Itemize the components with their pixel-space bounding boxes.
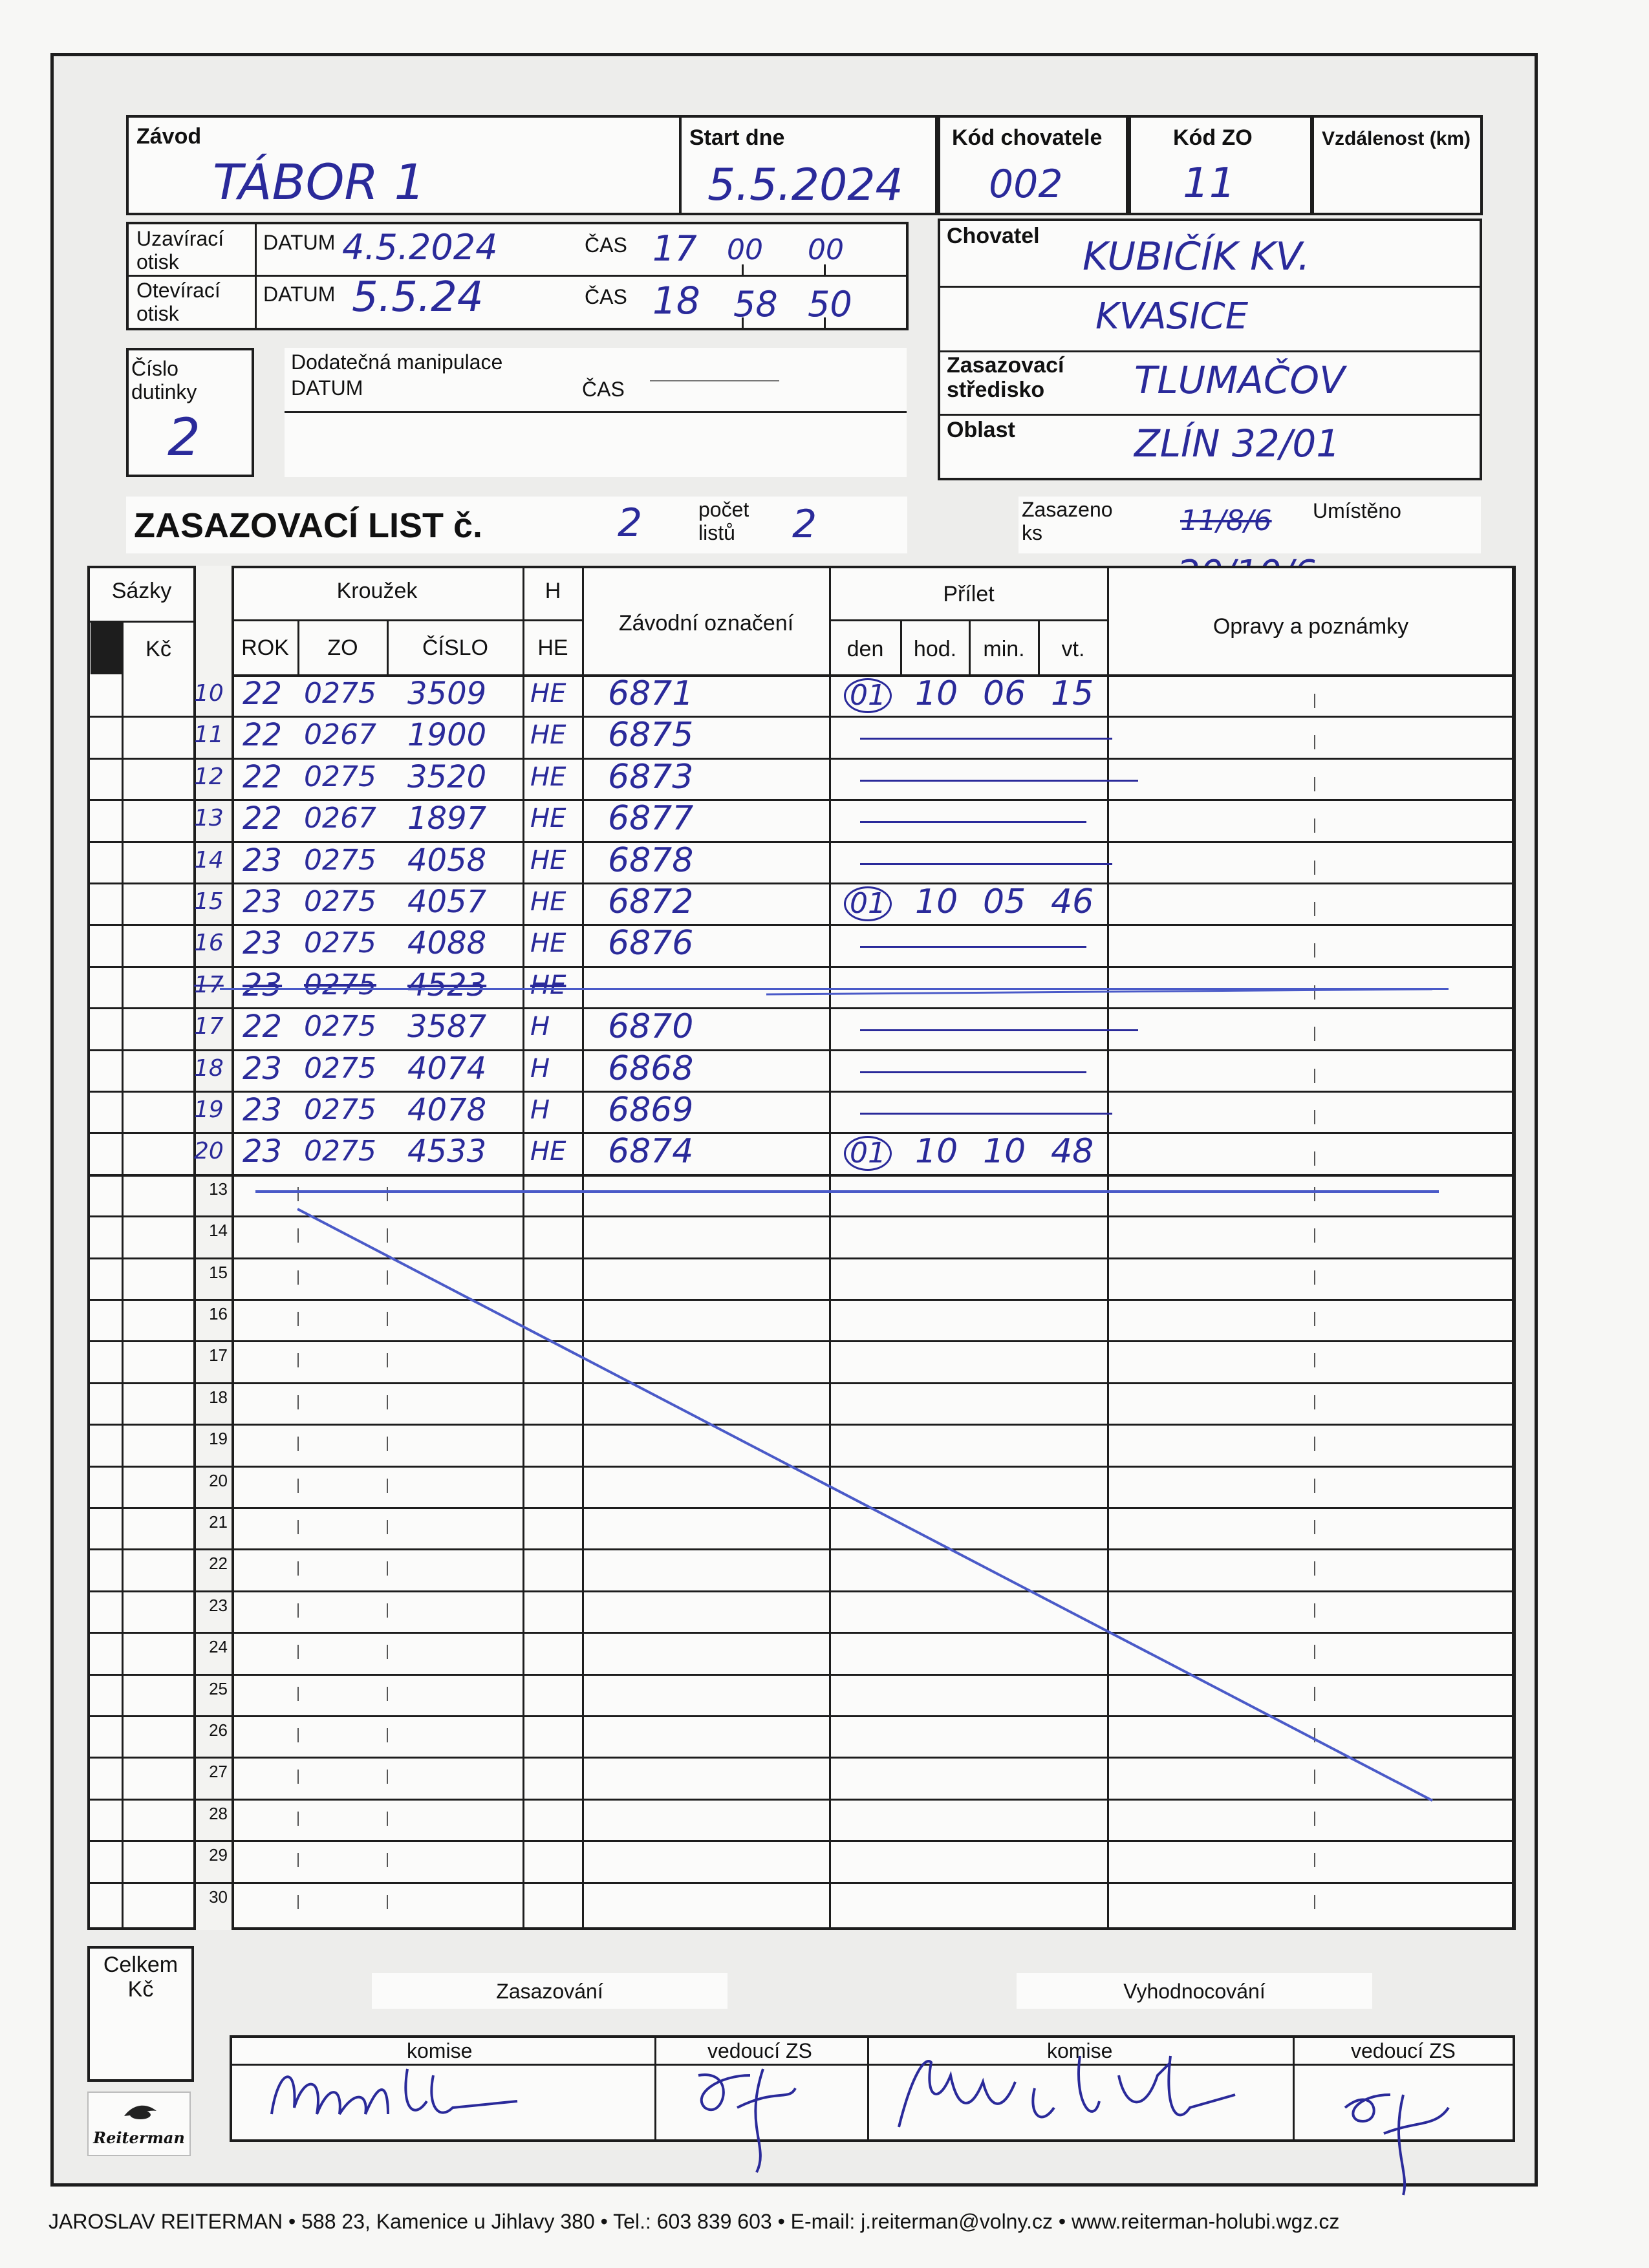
ring-zo: 0275	[304, 844, 376, 877]
ring-cislo: 3520	[407, 759, 487, 795]
ring-rok: 22	[242, 717, 283, 753]
uzaviraci-cas-min[interactable]: 00	[727, 233, 763, 266]
prilet-min: 05	[983, 883, 1026, 921]
footer-text: JAROSLAV REITERMAN • 588 23, Kamenice u Jihlavy 380 • Tel.: 603 839 603 • E-mail: j.reiterman@volny.cz • www.reiterman-holubi.wgz.cz	[48, 2210, 1340, 2233]
row-number: 17	[194, 972, 224, 998]
row-number: 14	[209, 1221, 228, 1240]
row-number: 24	[209, 1637, 228, 1656]
vt-header: vt.	[1061, 637, 1085, 661]
row-number: 15	[194, 888, 224, 915]
signature-vedouci-1	[679, 2049, 834, 2179]
zavodni-value: 6876	[608, 924, 694, 963]
ring-cislo: 4523	[407, 967, 487, 1003]
zavodni-value: 6878	[608, 841, 694, 880]
prilet-vt: 15	[1051, 674, 1094, 713]
row-number: 19	[194, 1097, 224, 1123]
ring-zo: 0275	[304, 760, 376, 793]
zavodni-value: 6870	[608, 1007, 694, 1046]
oteviraci-cas-min[interactable]: 58	[733, 284, 778, 325]
uzaviraci-cas-label: ČAS	[585, 233, 627, 257]
ring-rok: 23	[242, 1051, 283, 1087]
row-number: 26	[209, 1720, 228, 1740]
h-value: HE	[530, 720, 566, 750]
zavodni-value: 6873	[608, 758, 694, 797]
row-number: 18	[194, 1055, 224, 1082]
signature-komise-1	[259, 2049, 530, 2140]
zavodni-value: 6871	[608, 674, 694, 713]
stredisko-label: Zasazovací středisko	[947, 353, 1064, 402]
zavodni-value: 6872	[608, 883, 694, 921]
vedouci2-label: vedoucí ZS	[1351, 2039, 1456, 2062]
pocet-listu-value[interactable]: 2	[792, 502, 817, 547]
den-header: den	[846, 637, 884, 661]
vzdalenost-label: Vzdálenost (km)	[1322, 128, 1471, 149]
h-value: HE	[530, 928, 566, 958]
vedouci-label: vedoucí ZS	[707, 2039, 812, 2062]
rok-header: ROK	[241, 636, 289, 660]
prilet-header: Přílet	[943, 582, 995, 606]
start-value: 5.5.2024	[707, 160, 903, 211]
zavodni-header: Závodní označení	[618, 611, 794, 636]
ring-cislo: 4057	[407, 884, 487, 920]
dodatecna-datum-label: DATUM	[291, 376, 363, 400]
uzaviraci-datum-label: DATUM	[263, 231, 336, 254]
prilet-hod: 10	[915, 1132, 958, 1171]
prilet-den: 01	[844, 1136, 892, 1171]
zo-header: ZO	[327, 636, 358, 660]
row-number: 19	[209, 1429, 228, 1448]
zasazeno-struck: 11/8/6	[1180, 504, 1272, 537]
zavod-value: TÁBOR 1	[213, 153, 426, 211]
komise-label: komise	[407, 2039, 473, 2062]
hod-header: hod.	[913, 637, 957, 661]
ring-zo: 0267	[304, 802, 376, 835]
ring-cislo: 4078	[407, 1092, 487, 1128]
row-number: 13	[209, 1179, 228, 1199]
oteviraci-datum-label: DATUM	[263, 283, 336, 306]
ring-zo: 0275	[304, 677, 376, 710]
row-number: 16	[194, 930, 224, 956]
oblast-label: Oblast	[947, 418, 1015, 442]
zasazovani-label: Zasazování	[372, 1973, 727, 2009]
row-number: 20	[194, 1138, 224, 1164]
zavodni-value: 6868	[608, 1049, 694, 1088]
celkem-field[interactable]	[87, 1946, 194, 2082]
ring-cislo: 3509	[407, 676, 487, 712]
he-header: HE	[537, 636, 568, 660]
row-number: 27	[209, 1762, 228, 1781]
row-number: 21	[209, 1512, 228, 1532]
prilet-hod: 10	[915, 674, 958, 713]
chovatel-line2[interactable]: KVASICE	[1095, 295, 1249, 337]
komise2-label: komise	[1047, 2039, 1113, 2062]
dodatecna-label: Dodatečná manipulace	[291, 350, 503, 374]
chovatel-label: Chovatel	[947, 224, 1040, 248]
sazky-header: Sázky	[111, 579, 172, 603]
kc-header: Kč	[146, 637, 171, 661]
ring-rok: 23	[242, 1133, 283, 1170]
h-header: H	[544, 579, 561, 603]
ring-zo: 0267	[304, 718, 376, 751]
vyhodnocovani-label: Vyhodnocování	[1017, 1973, 1372, 2009]
kod-zo-label: Kód ZO	[1173, 125, 1253, 150]
zavod-label: Závod	[136, 124, 202, 149]
row-number: 17	[194, 1013, 224, 1040]
h-value: HE	[530, 679, 566, 709]
cislo-header: ČÍSLO	[422, 636, 489, 660]
oteviraci-datum-value[interactable]: 5.5.24	[352, 273, 484, 321]
prilet-min: 10	[983, 1132, 1026, 1171]
kod-zo-value: 11	[1183, 160, 1236, 208]
umisteno-label: Umístěno	[1313, 499, 1401, 522]
prilet-hod: 10	[915, 883, 958, 921]
ring-zo: 0275	[304, 968, 376, 1001]
list-title: ZASAZOVACÍ LIST č.	[134, 506, 483, 545]
pigeon-icon	[121, 2097, 160, 2123]
dodatecna-cas-label: ČAS	[582, 378, 625, 401]
prilet-den: 01	[844, 678, 892, 713]
prilet-den: 01	[844, 886, 892, 921]
uzaviraci-datum-value[interactable]: 4.5.2024	[342, 227, 498, 268]
oteviraci-cas-vt[interactable]: 50	[808, 284, 852, 325]
prilet-vt: 46	[1051, 883, 1094, 921]
ring-rok: 22	[242, 1009, 283, 1045]
ring-zo: 0275	[304, 1010, 376, 1043]
cislo-dutinky-value: 2	[167, 407, 200, 467]
h-value: HE	[530, 887, 566, 917]
signature-komise-2	[886, 2037, 1248, 2140]
row-number: 23	[209, 1596, 228, 1615]
row-number: 22	[209, 1554, 228, 1573]
row-number: 12	[194, 764, 224, 790]
zavodni-value: 6875	[608, 716, 694, 754]
oblast-value[interactable]: ZLÍN 32/01	[1134, 422, 1341, 465]
logo-text: Reiterman	[93, 2128, 185, 2147]
reiterman-logo	[87, 2091, 191, 2156]
h-value: HE	[530, 762, 566, 792]
row-number: 15	[209, 1263, 228, 1282]
ring-rok: 23	[242, 967, 283, 1003]
row-number: 14	[194, 847, 224, 873]
ring-cislo: 1897	[407, 800, 487, 837]
ring-zo: 0275	[304, 1052, 376, 1085]
row-number: 20	[209, 1471, 228, 1490]
row-number: 30	[209, 1887, 228, 1907]
row-number: 16	[209, 1304, 228, 1323]
prilet-vt: 48	[1051, 1132, 1094, 1171]
kod-chovatele-value: 002	[989, 162, 1063, 207]
row-number: 13	[194, 805, 224, 831]
ring-rok: 23	[242, 842, 283, 879]
zavodni-value: 6874	[608, 1132, 694, 1171]
row-number: 11	[194, 722, 224, 748]
ring-cislo: 1900	[407, 717, 487, 753]
row-number: 29	[209, 1845, 228, 1865]
ring-rok: 22	[242, 759, 283, 795]
ring-rok: 23	[242, 925, 283, 961]
ring-cislo: 4088	[407, 925, 487, 961]
list-cislo[interactable]: 2	[618, 500, 643, 546]
uzaviraci-label: Uzavírací otisk	[136, 227, 224, 273]
row-number: 28	[209, 1804, 228, 1823]
zavodni-value: 6877	[608, 799, 694, 838]
chovatel-line1[interactable]: KUBIČÍK KV.	[1083, 234, 1310, 279]
opravy-header: Opravy a poznámky	[1212, 614, 1409, 639]
h-value: HE	[530, 804, 566, 833]
ring-rok: 23	[242, 884, 283, 920]
ring-cislo: 4533	[407, 1133, 487, 1170]
oteviraci-label: Otevírací otisk	[136, 279, 221, 325]
krouzek-header: Kroužek	[336, 579, 418, 603]
stredisko-value[interactable]: TLUMAČOV	[1134, 358, 1345, 402]
zavodni-value: 6869	[608, 1091, 694, 1129]
ring-rok: 22	[242, 800, 283, 837]
ring-cislo: 3587	[407, 1009, 487, 1045]
ring-zo: 0275	[304, 1135, 376, 1168]
row-number: 10	[194, 680, 224, 707]
h-value: H	[530, 1012, 550, 1042]
h-value: HE	[530, 846, 566, 875]
signature-vedouci-2	[1332, 2069, 1474, 2198]
ring-cislo: 4058	[407, 842, 487, 879]
uzaviraci-cas-vt[interactable]: 00	[808, 233, 844, 266]
pocet-listu-label: počet listů	[698, 498, 749, 544]
ring-cislo: 4074	[407, 1051, 487, 1087]
ring-rok: 23	[242, 1092, 283, 1128]
oteviraci-cas-hod[interactable]: 18	[652, 279, 700, 323]
prilet-min: 06	[983, 674, 1026, 713]
celkem-label: Celkem Kč	[103, 1952, 178, 2002]
ring-zo: 0275	[304, 885, 376, 918]
h-value: H	[530, 1095, 550, 1125]
kod-chovatele-label: Kód chovatele	[952, 125, 1103, 150]
ring-zo: 0275	[304, 926, 376, 959]
ring-rok: 22	[242, 676, 283, 712]
h-value: HE	[530, 970, 566, 1000]
row-number: 25	[209, 1679, 228, 1698]
row-number: 17	[209, 1345, 228, 1365]
zasazeno-label: Zasazeno ks	[1022, 498, 1113, 544]
oteviraci-cas-label: ČAS	[585, 285, 627, 308]
ring-zo: 0275	[304, 1093, 376, 1126]
h-value: HE	[530, 1137, 566, 1166]
min-header: min.	[983, 637, 1025, 661]
start-label: Start dne	[689, 125, 785, 150]
row-number: 18	[209, 1387, 228, 1407]
uzaviraci-cas-hod[interactable]: 17	[652, 228, 697, 269]
cislo-dutinky-label: Číslo dutinky	[131, 357, 197, 403]
h-value: H	[530, 1054, 550, 1084]
